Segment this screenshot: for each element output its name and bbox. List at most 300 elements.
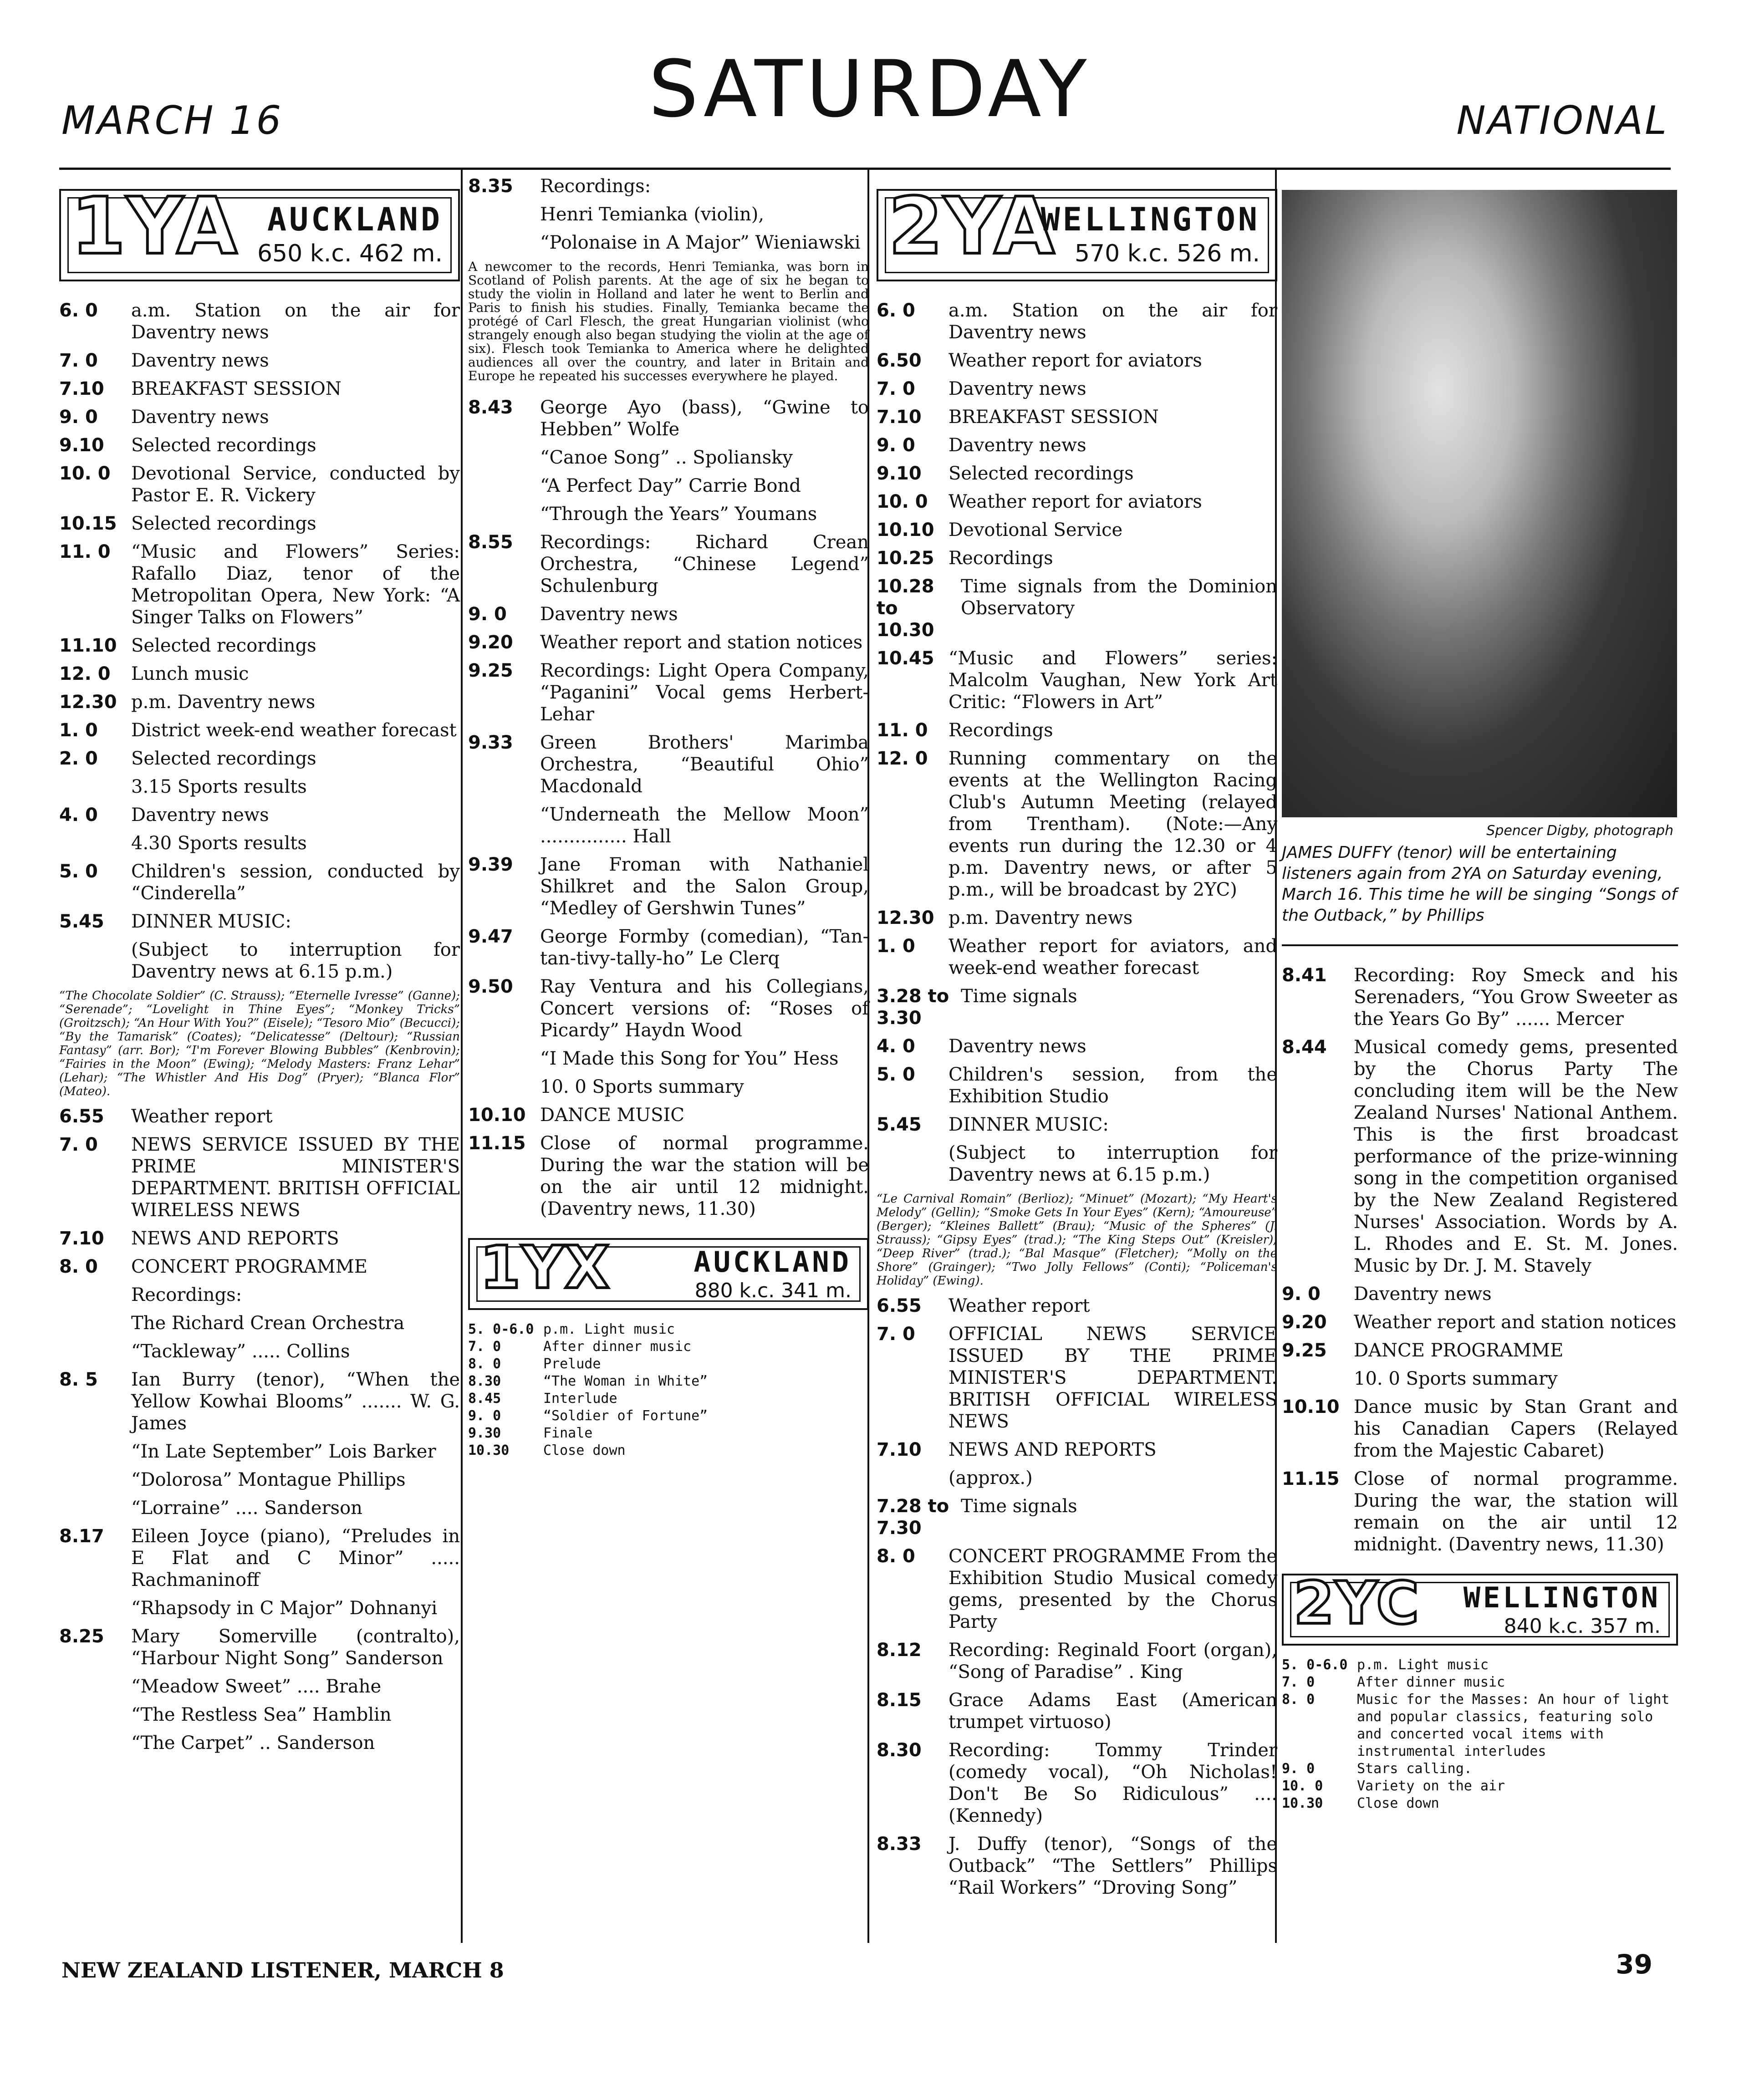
schedule-item (59, 776, 460, 798)
schedule-item (59, 1228, 460, 1249)
schedule-item (59, 1106, 460, 1127)
schedule-time: 8.12 (877, 1640, 922, 1661)
schedule-time (468, 1076, 540, 1098)
schedule-text: George Formby (comedian), “Tan-tan-tivy-tally-ho” Le Clerq (540, 926, 869, 969)
schedule-item (59, 1369, 460, 1434)
schedule-time: 5. 0-6.0 (468, 1321, 534, 1337)
schedule-text: (approx.) (949, 1468, 1033, 1488)
schedule-text: Daventry news (131, 350, 269, 371)
schedule-time: 8.55 (468, 532, 513, 553)
schedule-text: 4.30 Sports results (131, 833, 307, 854)
schedule-text: Jane Froman with Nathaniel Shilkret and the Salon Group, “Medley of Gershwin Tunes” (540, 854, 869, 919)
schedule-time: 9. 0 (1282, 1284, 1321, 1305)
station-call-sign: 2YC (1294, 1570, 1420, 1637)
schedule-time: 12. 0 (877, 748, 928, 769)
schedule-text: p.m. Daventry news (131, 692, 316, 713)
schedule-time: 7.10 (59, 378, 104, 399)
schedule-item (877, 1295, 1277, 1317)
schedule-time: 8. 5 (59, 1369, 98, 1390)
schedule-text: Ian Burry (tenor), “When the Yellow Kowhai Blooms” ....... W. G. James (131, 1369, 460, 1434)
schedule-item (877, 647, 1277, 713)
schedule-time: 8.41 (1282, 965, 1327, 986)
schedule-item (59, 463, 460, 506)
schedule-time: 4. 0 (877, 1036, 915, 1057)
schedule-text: “Tackleway” ..... Collins (131, 1341, 350, 1362)
schedule-time: 12.30 (877, 907, 934, 928)
schedule-text: Henri Temianka (violin), (540, 204, 765, 225)
schedule-text: Daventry news (131, 805, 269, 826)
photo-credit: Spencer Digby, photograph (1486, 823, 1673, 839)
station-box-1yx (468, 1234, 869, 1310)
schedule-text: Selected recordings (131, 435, 316, 456)
schedule-text: Ray Ventura and his Collegians, Concert versions of: “Roses of Picardy” Haydn Wood (540, 976, 869, 1041)
station-frequency: 840 k.c. 357 m. (1504, 1615, 1661, 1638)
schedule-item (59, 1469, 460, 1491)
schedule-text: Daventry news (949, 378, 1086, 399)
schedule-item (877, 1114, 1277, 1136)
artist-note: A newcomer to the records, Henri Temianka, was born in Scotland of Polish parents. At the age of six he began to study the violin in Holland and later he went to Berlin and Paris to finish his studies. Finally, Temianka became the protégé of Carl Flesch, the great Hungarian violinist (who strangely enough also began studying the violin at the age of six). Flesch took Temianka to America where he delighted audiences all over the country, and later in Britain and Europe he repeated his successes everywhere he played. (468, 259, 869, 383)
schedule-item (468, 632, 869, 653)
schedule-item (59, 513, 460, 535)
schedule-text: Recording: Reginald Foort (organ), “Song of Paradise” . King (949, 1640, 1277, 1682)
schedule-list (468, 1321, 869, 1459)
schedule-time: 11.10 (59, 635, 117, 656)
schedule-item (59, 1676, 460, 1697)
schedule-time (877, 1142, 949, 1186)
schedule-text: “Dolorosa” Montague Phillips (131, 1469, 406, 1490)
station-frequency: 570 k.c. 526 m. (1074, 240, 1260, 267)
schedule-item (468, 854, 869, 919)
schedule-time (59, 939, 131, 983)
schedule-item (1282, 1760, 1678, 1778)
schedule-time: 10.10 (877, 520, 934, 540)
schedule-time: 11. 0 (59, 541, 111, 562)
schedule-text: Selected recordings (131, 748, 316, 769)
schedule-text: “The Restless Sea” Hamblin (131, 1704, 392, 1725)
schedule-item (468, 1373, 869, 1390)
column-divider (461, 169, 463, 1943)
schedule-text: Close down (1357, 1795, 1439, 1811)
schedule-time: 12.30 (59, 692, 117, 713)
schedule-item (59, 1597, 460, 1619)
schedule-item (468, 531, 869, 597)
schedule-text: Lunch music (131, 663, 249, 684)
schedule-text: Weather report and station notices (540, 632, 863, 653)
schedule-time: 9.25 (1282, 1340, 1327, 1361)
schedule-item (1282, 1340, 1678, 1361)
schedule-time (59, 1732, 131, 1754)
schedule-text: Weather report for aviators, and week-end weather forecast (949, 936, 1277, 979)
schedule-time: 9.10 (59, 435, 104, 456)
schedule-text: 10. 0 Sports summary (540, 1076, 744, 1097)
schedule-item (877, 985, 1277, 1029)
schedule-item (1282, 1691, 1678, 1760)
schedule-time: 10.30 (1282, 1795, 1323, 1811)
schedule-text: After dinner music (1357, 1674, 1505, 1690)
station-box-2yc (1282, 1570, 1678, 1646)
schedule-item (877, 1689, 1277, 1733)
schedule-text: Time signals (961, 986, 1077, 1007)
schedule-text: NEWS SERVICE ISSUED BY THE PRIME MINISTER'S DEPARTMENT. BRITISH OFFICIAL WIRELESS NEWS (131, 1134, 460, 1221)
schedule-item (468, 804, 869, 847)
schedule-time: 8. 0 (59, 1256, 98, 1277)
schedule-list (1282, 964, 1678, 1555)
schedule-item (877, 1142, 1277, 1186)
schedule-text: Finale (543, 1425, 593, 1441)
schedule-item (468, 1390, 869, 1407)
schedule-text: Music for the Masses: An hour of light and popular classics, featuring solo and concerted vocal items with instrumental interludes (1357, 1692, 1670, 1759)
schedule-item (59, 300, 460, 343)
schedule-time: 8.45 (468, 1391, 501, 1407)
schedule-text: Close of normal programme. During the war, the station will remain on the air until 12 midnight. (Daventry news, 11.30) (1354, 1468, 1678, 1555)
schedule-text: “A Perfect Day” Carrie Bond (540, 475, 801, 496)
schedule-time: 7.10 (59, 1228, 104, 1249)
schedule-text: NEWS AND REPORTS (949, 1439, 1157, 1460)
schedule-text: Daventry news (949, 435, 1086, 456)
schedule-item (468, 1104, 869, 1126)
schedule-item (1282, 1657, 1678, 1674)
schedule-text: p.m. Light music (1357, 1657, 1489, 1673)
schedule-text: BREAKFAST SESSION (949, 407, 1159, 428)
schedule-item (877, 935, 1277, 979)
schedule-item (468, 204, 869, 225)
schedule-text: Variety on the air (1357, 1778, 1505, 1794)
schedule-text: “Rhapsody in C Major” Dohnanyi (131, 1598, 438, 1619)
schedule-item (59, 434, 460, 456)
schedule-item (877, 1639, 1277, 1683)
schedule-time: 9. 0 (59, 407, 98, 428)
schedule-time: 7. 0 (468, 1339, 501, 1355)
schedule-item (877, 1833, 1277, 1899)
schedule-item (1282, 1468, 1678, 1555)
schedule-item (468, 926, 869, 969)
station-call-sign: 1YA (71, 180, 238, 272)
schedule-item (59, 541, 460, 628)
schedule-text: Weather report for aviators (949, 491, 1202, 512)
schedule-time (59, 1704, 131, 1726)
page-number: 39 (1616, 1949, 1652, 1980)
schedule-text: a.m. Station on the air for Daventry news (131, 300, 460, 343)
schedule-text: BREAKFAST SESSION (131, 378, 342, 399)
schedule-text: Recording: Roy Smeck and his Serenaders, “You Grow Sweeter as the Years Go By” ...... Mercer (1354, 965, 1678, 1030)
schedule-time: 12. 0 (59, 663, 111, 684)
schedule-time: 10.10 (468, 1105, 526, 1126)
schedule-item (877, 1495, 1277, 1539)
schedule-text: Weather report for aviators (949, 350, 1202, 371)
schedule-text: Close down (543, 1442, 626, 1458)
schedule-time (468, 1048, 540, 1070)
schedule-item (468, 447, 869, 469)
portrait-photo (1282, 190, 1677, 817)
schedule-time: 11.15 (468, 1133, 526, 1154)
schedule-time: 9.20 (1282, 1312, 1327, 1333)
schedule-item (59, 691, 460, 713)
schedule-text: Daventry news (949, 1036, 1086, 1057)
schedule-text: “Through the Years” Youmans (540, 504, 817, 525)
schedule-time (468, 232, 540, 254)
schedule-time (877, 1467, 949, 1489)
schedule-text: Running commentary on the events at the Wellington Racing Club's Autumn Meeting (relayed from Trentham). (Note:—Any events run during the 12.30 or 4 p.m. Daventry news, or after 5 p.m., will be broadcast by 2YC) (949, 748, 1277, 900)
schedule-item (877, 1064, 1277, 1107)
schedule-time (1282, 1368, 1354, 1390)
schedule-time: 5. 0 (877, 1064, 915, 1085)
station-frequency: 880 k.c. 341 m. (694, 1279, 852, 1302)
schedule-item (877, 1545, 1277, 1633)
schedule-text: “Polonaise in A Major” Wieniawski (540, 232, 861, 253)
schedule-text: CONCERT PROGRAMME From the Exhibition Studio Musical comedy gems, presented by the Chorus Party (949, 1546, 1277, 1632)
schedule-text: “Canoe Song” .. Spoliansky (540, 447, 793, 468)
schedule-item (1282, 1036, 1678, 1277)
schedule-time: 8.15 (877, 1690, 922, 1711)
schedule-item (468, 976, 869, 1041)
schedule-time: 6. 0 (59, 300, 98, 321)
station-box-2ya (877, 180, 1277, 281)
schedule-time: 10. 0 (1282, 1778, 1323, 1794)
schedule-item (59, 1732, 460, 1754)
schedule-time: 7. 0 (59, 350, 98, 371)
network-label: NATIONAL (1456, 98, 1668, 143)
schedule-time (59, 1497, 131, 1519)
schedule-text: Grace Adams East (American trumpet virtuoso) (949, 1690, 1277, 1733)
schedule-item (877, 350, 1277, 372)
schedule-text: Time signals from the Dominion Observatory (961, 576, 1277, 619)
schedule-item (877, 300, 1277, 343)
schedule-item (468, 1442, 869, 1459)
schedule-item (877, 1439, 1277, 1461)
schedule-item (59, 832, 460, 854)
schedule-time: 8.35 (468, 176, 513, 197)
dinner-music-list: “The Chocolate Soldier” (C. Strauss); “Eternelle Ivresse” (Ganne); “Serenade”; “Lovelight in Thine Eyes”; “Monkey Tricks” (Groitzsch); “An Hour With You?” (Eisele); “Tesoro Mio” (Becucci); “By the Tamarisk” (Coates); “Delicatesse” (Deltour); “Russian Fantasy” (arr. Bor); “I'm Forever Blowing Bubbles” (Kenbrovin); “Fairies in the Moon” (Ewing); “Melody Masters: Franz Lehar” (Lehar); “The Whistler And His Dog” (Pryer); “Blanca Flor” (Mateo). (59, 989, 460, 1098)
schedule-text: DINNER MUSIC: (949, 1114, 1109, 1135)
schedule-item (877, 519, 1277, 541)
schedule-item (468, 1356, 869, 1373)
schedule-text: Weather report (949, 1295, 1090, 1316)
schedule-item (468, 475, 869, 497)
schedule-item (468, 660, 869, 725)
column-2ya (877, 175, 1277, 1905)
schedule-list (877, 1295, 1277, 1899)
schedule-item (877, 491, 1277, 513)
schedule-text: The Richard Crean Orchestra (131, 1313, 405, 1334)
schedule-text: “Music and Flowers” Series: Rafallo Diaz, tenor of the Metropolitan Opera, New York: “A Singer Talks on Flowers” (131, 541, 460, 628)
schedule-time: 7. 0 (877, 1324, 915, 1345)
schedule-item (59, 1284, 460, 1306)
schedule-item (1282, 1311, 1678, 1333)
schedule-text: DINNER MUSIC: (131, 911, 291, 932)
schedule-item (468, 1132, 869, 1220)
schedule-item (468, 1338, 869, 1356)
schedule-text: Recordings: Light Opera Company, “Paganini” Vocal gems Herbert-Lehar (540, 660, 869, 725)
schedule-item (877, 1323, 1277, 1432)
schedule-item (1282, 1674, 1678, 1691)
schedule-time: 5.45 (877, 1114, 922, 1135)
schedule-text: Children's session, conducted by “Cinderella” (131, 861, 460, 904)
schedule-time: 5. 0 (59, 861, 98, 882)
schedule-item (877, 406, 1277, 428)
header-rule (59, 168, 1671, 170)
schedule-time (468, 447, 540, 469)
station-call-sign: 2YA (888, 180, 1056, 272)
schedule-time: 10.10 (1282, 1397, 1340, 1417)
schedule-text: (Subject to interruption for Daventry news at 6.15 p.m.) (949, 1142, 1277, 1185)
publication-footer: NEW ZEALAND LISTENER, MARCH 8 (61, 1958, 504, 1983)
schedule-text: Recordings (949, 548, 1053, 569)
schedule-item (468, 732, 869, 797)
schedule-item (1282, 1795, 1678, 1812)
schedule-item (468, 1048, 869, 1070)
schedule-item (59, 1312, 460, 1334)
schedule-item (877, 547, 1277, 569)
schedule-item (1282, 1368, 1678, 1390)
schedule-item (59, 748, 460, 770)
schedule-time (59, 1676, 131, 1697)
schedule-text: 10. 0 Sports summary (1354, 1368, 1558, 1389)
schedule-text: Recordings: (540, 176, 651, 197)
schedule-text: Selected recordings (131, 513, 316, 534)
schedule-time: 7.10 (877, 1439, 922, 1460)
schedule-item (59, 939, 460, 983)
schedule-time: 11.15 (1282, 1468, 1340, 1489)
schedule-time: 5. 0-6.0 (1282, 1657, 1348, 1673)
schedule-text: Devotional Service, conducted by Pastor E. R. Vickery (131, 463, 460, 506)
schedule-time: 7.28 to 7.30 (877, 1496, 949, 1539)
schedule-item (877, 463, 1277, 484)
schedule-time: 6.50 (877, 350, 922, 371)
schedule-time: 9. 0 (877, 435, 915, 456)
schedule-item (59, 1704, 460, 1726)
schedule-text: Selected recordings (131, 635, 316, 656)
schedule-item (877, 719, 1277, 741)
schedule-time (468, 804, 540, 847)
schedule-text: Recordings (949, 720, 1053, 741)
schedule-text: Selected recordings (949, 463, 1134, 484)
schedule-list (59, 300, 460, 983)
schedule-text: (Subject to interruption for Daventry news at 6.15 p.m.) (131, 939, 460, 982)
schedule-item (1282, 1778, 1678, 1795)
schedule-item (59, 1525, 460, 1591)
schedule-time: 9. 0 (468, 604, 507, 625)
schedule-text: Prelude (543, 1356, 601, 1372)
schedule-time: 8.33 (877, 1834, 922, 1855)
schedule-item (59, 804, 460, 826)
schedule-text: Daventry news (540, 604, 678, 625)
schedule-item (59, 378, 460, 400)
schedule-time: 8. 0 (877, 1546, 915, 1567)
schedule-text: Weather report and station notices (1354, 1312, 1677, 1333)
schedule-time: 9.33 (468, 732, 513, 753)
schedule-time: 10. 0 (877, 491, 928, 512)
schedule-time: 9.10 (877, 463, 922, 484)
schedule-item (468, 1407, 869, 1425)
schedule-time: 2. 0 (59, 748, 98, 769)
schedule-time: 9.39 (468, 854, 513, 875)
schedule-item (59, 663, 460, 685)
schedule-time: 8. 0 (468, 1356, 501, 1372)
schedule-text: After dinner music (543, 1339, 692, 1355)
schedule-text: p.m. Daventry news (949, 907, 1133, 928)
schedule-list (59, 1106, 460, 1754)
schedule-time: 9. 0 (1282, 1761, 1315, 1777)
schedule-time: 4. 0 (59, 805, 98, 826)
station-call-sign: 1YX (480, 1234, 611, 1302)
schedule-text: “I Made this Song for You” Hess (540, 1048, 839, 1069)
station-city: AUCKLAND (694, 1245, 852, 1279)
schedule-text: District week-end weather forecast (131, 720, 457, 741)
schedule-text: Close of normal programme. During the war the station will be on the air until 12 midnight. (Daventry news, 11.30) (540, 1133, 869, 1219)
schedule-time: 1. 0 (877, 936, 915, 957)
schedule-time: 8.17 (59, 1526, 104, 1547)
schedule-text: Time signals (961, 1496, 1077, 1517)
schedule-time: 10.28 to 10.30 (877, 576, 934, 641)
schedule-text: DANCE PROGRAMME (1354, 1340, 1564, 1361)
schedule-item (468, 1321, 869, 1338)
schedule-item (59, 406, 460, 428)
schedule-text: a.m. Station on the air for Daventry news (949, 300, 1277, 343)
schedule-item (468, 232, 869, 254)
schedule-text: J. Duffy (tenor), “Songs of the Outback” “The Settlers” Phillips “Rail Workers” “Droving Song” (949, 1834, 1277, 1898)
schedule-time: 6.55 (877, 1295, 922, 1316)
schedule-time (59, 776, 131, 798)
schedule-item (877, 1739, 1277, 1827)
schedule-item (877, 378, 1277, 400)
station-city: WELLINGTON (1040, 201, 1260, 238)
schedule-text: 3.15 Sports results (131, 776, 307, 797)
page-title: SATURDAY (648, 43, 1091, 135)
schedule-item (59, 1341, 460, 1362)
column-1ya-evening (468, 175, 869, 1459)
schedule-item (468, 1425, 869, 1442)
schedule-item (877, 1467, 1277, 1489)
schedule-time: 10.25 (877, 548, 934, 569)
station-frequency: 650 k.c. 462 m. (257, 240, 443, 267)
schedule-item (59, 1256, 460, 1278)
schedule-list (1282, 1657, 1678, 1812)
schedule-item (59, 1441, 460, 1463)
schedule-text: OFFICIAL NEWS SERVICE ISSUED BY THE PRIME MINISTER'S DEPARTMENT. BRITISH OFFICIAL WIRELESS NEWS (949, 1324, 1277, 1432)
schedule-text: Musical comedy gems, presented by the Chorus Party The concluding item will be the New Zealand Nurses' National Anthem. This is the first broadcast performance of the prize-winning song in the competition organised by the New Zealand Registered Nurses' Association. Words by A. L. Rhodes and E. St. M. Jones. Music by Dr. J. M. Stavely (1354, 1037, 1678, 1276)
schedule-item (59, 911, 460, 933)
schedule-time: 6.55 (59, 1106, 104, 1127)
schedule-item (877, 1035, 1277, 1057)
schedule-time: 10. 0 (59, 463, 111, 484)
schedule-text: “Meadow Sweet” .... Brahe (131, 1676, 382, 1697)
schedule-text: NEWS AND REPORTS (131, 1228, 339, 1249)
schedule-time: 9.47 (468, 926, 513, 947)
schedule-text: Devotional Service (949, 520, 1123, 540)
schedule-time: 7. 0 (1282, 1674, 1315, 1690)
schedule-time: 9.20 (468, 632, 513, 653)
schedule-text: DANCE MUSIC (540, 1105, 684, 1126)
dinner-music-list: “Le Carnival Romain” (Berlioz); “Minuet” (Mozart); “My Heart's Melody” (Gellin); “Smoke Gets In Your Eyes” (Kern); “Amoureuse” (Berger); “Kleines Ballett” (Brau); “Music of the Spheres” (J. Strauss); “Gipsy Eyes” (trad.); “The King Steps Out” (Kreisler); “Deep River” (trad.); “Bal Masque” (Fletcher); “Molly on the Shore” (Grainger); “Two Jolly Fellows” (Conti); “Policeman's Holiday” (Ewing). (877, 1192, 1277, 1288)
schedule-text: “In Late September” Lois Barker (131, 1441, 436, 1462)
schedule-item (59, 1626, 460, 1669)
schedule-text: Daventry news (1354, 1284, 1492, 1305)
schedule-text: Dance music by Stan Grant and his Canadian Capers (Relayed from the Majestic Cabaret) (1354, 1397, 1678, 1461)
schedule-time (59, 1469, 131, 1491)
schedule-item (1282, 1396, 1678, 1462)
schedule-text: Eileen Joyce (piano), “Preludes in E Flat and C Minor” ..... Rachmaninoff (131, 1526, 460, 1590)
schedule-item (877, 907, 1277, 929)
station-city: AUCKLAND (267, 201, 443, 238)
schedule-item (468, 397, 869, 440)
schedule-item (468, 1076, 869, 1098)
schedule-time: 8.25 (59, 1626, 104, 1647)
schedule-time: 7.10 (877, 407, 922, 428)
schedule-time (468, 204, 540, 225)
photo-caption: JAMES DUFFY (tenor) will be entertaining listeners again from 2YA on Saturday evening, March 16. This time he will be singing “Songs of the Outback,” by Phillips (1282, 842, 1678, 946)
schedule-time: 10.30 (468, 1442, 510, 1458)
schedule-item (59, 350, 460, 372)
